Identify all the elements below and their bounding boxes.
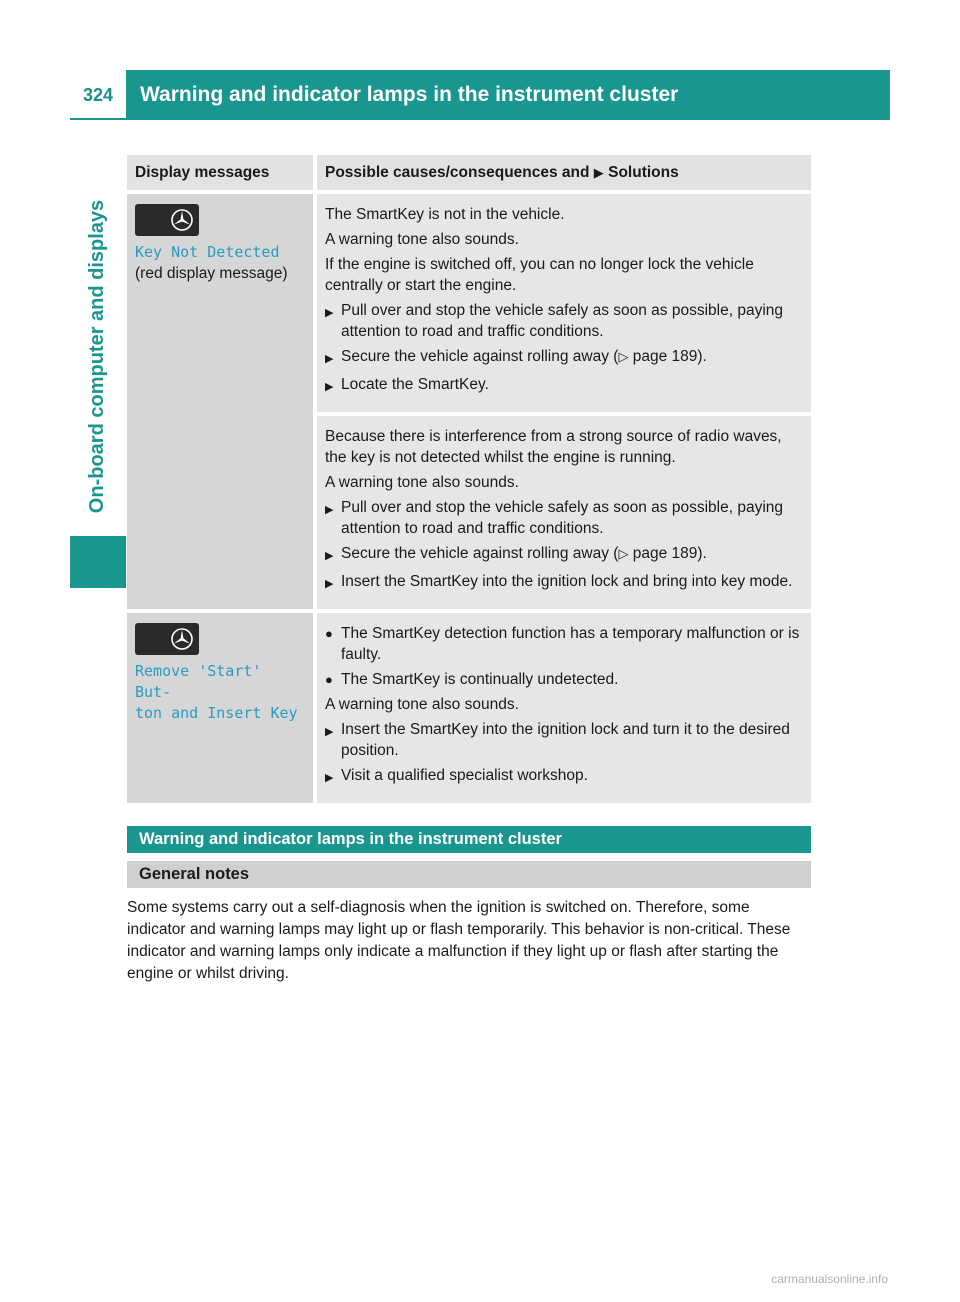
star-emblem-icon: [171, 628, 193, 650]
solution-step-text: [341, 346, 707, 370]
solution-step-text: Insert the SmartKey into the ignition lock and bring into key mode.: [341, 573, 793, 590]
section-title: Warning and indicator lamps in the instrument cluster: [127, 826, 811, 853]
solution-step-text: [341, 543, 707, 567]
cause-line: If the engine is switched off, you can no longer lock the vehicle centrally or start the engine.: [325, 256, 754, 294]
site-watermark: carmanualsonline.info: [771, 1272, 888, 1286]
solution-arrow-icon: ▶: [593, 165, 604, 180]
page-ref-arrow-icon: ▷: [618, 349, 629, 364]
cause-bullet-text: The SmartKey detection function has a temporary malfunction or is faulty.: [341, 625, 800, 663]
solution-step-text-part: Secure the vehicle against rolling away (: [341, 348, 619, 365]
table-row: [127, 192, 811, 414]
cause-line: Because there is interference from a strong source of radio waves, the key is not detected whilst the engine is running.: [325, 428, 782, 466]
solution-step: [325, 346, 803, 370]
display-message-text: Key Not Detected: [135, 243, 280, 261]
column-header-causes-text: Possible causes/consequences and: [325, 164, 590, 181]
column-header-solutions-text: Solutions: [608, 164, 679, 181]
table-row: [127, 611, 811, 805]
display-message-text: ton and Insert Key: [135, 704, 298, 722]
cause-line: A warning tone also sounds.: [325, 696, 519, 713]
solution-step: [325, 543, 803, 567]
cause-line: The SmartKey is not in the vehicle.: [325, 206, 565, 223]
step-arrow-icon: ▶: [325, 550, 334, 562]
causes-cell: [315, 414, 811, 611]
display-message-note: (red display message): [135, 265, 288, 282]
solution-step: [325, 374, 803, 398]
cause-bullet: [325, 623, 803, 665]
step-arrow-icon: ▶: [325, 772, 334, 784]
page-reference-link[interactable]: page 189).: [632, 348, 707, 365]
message-cell: [127, 192, 315, 611]
page-number: 324: [70, 70, 126, 120]
general-notes-paragraph: Some systems carry out a self-diagnosis when the ignition is switched on. Therefore, some indicator and warning lamps may light up or flash temporarily. This behavior is non-critical. These indicator and warning lamps only indicate a malfunction if they light up or flash after starting the engine or whilst driving.: [127, 899, 791, 982]
column-header-display-messages: Display messages: [127, 155, 315, 192]
chapter-side-tab-label: On-board computer and displays: [86, 199, 109, 513]
solution-step-text: Locate the SmartKey.: [341, 376, 489, 393]
header-underline: [70, 118, 128, 120]
subsection-title: General notes: [127, 861, 811, 888]
cause-line: A warning tone also sounds.: [325, 474, 519, 491]
bullet-icon: ●: [325, 672, 333, 687]
display-messages-table: [127, 155, 811, 807]
table-header-row: [127, 155, 811, 192]
star-emblem-icon: [171, 209, 193, 231]
cause-bullet: [325, 669, 803, 690]
solution-step: [325, 497, 803, 539]
causes-cell: [315, 611, 811, 805]
page-ref-arrow-icon: ▷: [618, 546, 629, 561]
step-arrow-icon: ▶: [325, 726, 334, 738]
step-arrow-icon: ▶: [325, 578, 334, 590]
solution-step-text-part: Secure the vehicle against rolling away (: [341, 545, 619, 562]
display-message-text: Remove 'Start' But‐: [135, 662, 262, 701]
smartkey-icon: [135, 204, 199, 236]
solution-step-text: Insert the SmartKey into the ignition lock and turn it to the desired position.: [341, 721, 790, 759]
message-cell: [127, 611, 315, 805]
bullet-icon: ●: [325, 626, 333, 641]
solution-step: [325, 300, 803, 342]
chapter-marker: [70, 536, 126, 588]
step-arrow-icon: ▶: [325, 353, 334, 365]
page-header-title: Warning and indicator lamps in the instrument cluster: [128, 70, 890, 120]
causes-cell: [315, 192, 811, 414]
solution-step-text: Visit a qualified specialist workshop.: [341, 767, 588, 784]
chapter-side-tab: [70, 124, 126, 588]
cause-bullet-text: The SmartKey is continually undetected.: [341, 671, 619, 688]
column-header-causes-solutions: [315, 155, 811, 192]
solution-step-text: Pull over and stop the vehicle safely as soon as possible, paying attention to road and traffic conditions.: [341, 302, 784, 340]
solution-step-text: Pull over and stop the vehicle safely as soon as possible, paying attention to road and traffic conditions.: [341, 499, 784, 537]
solution-step: [325, 765, 803, 789]
cause-line: A warning tone also sounds.: [325, 231, 519, 248]
smartkey-icon: [135, 623, 199, 655]
solution-step: [325, 719, 803, 761]
step-arrow-icon: ▶: [325, 381, 334, 393]
page-reference-link[interactable]: page 189).: [632, 545, 707, 562]
solution-step: [325, 571, 803, 595]
step-arrow-icon: ▶: [325, 504, 334, 516]
step-arrow-icon: ▶: [325, 307, 334, 319]
